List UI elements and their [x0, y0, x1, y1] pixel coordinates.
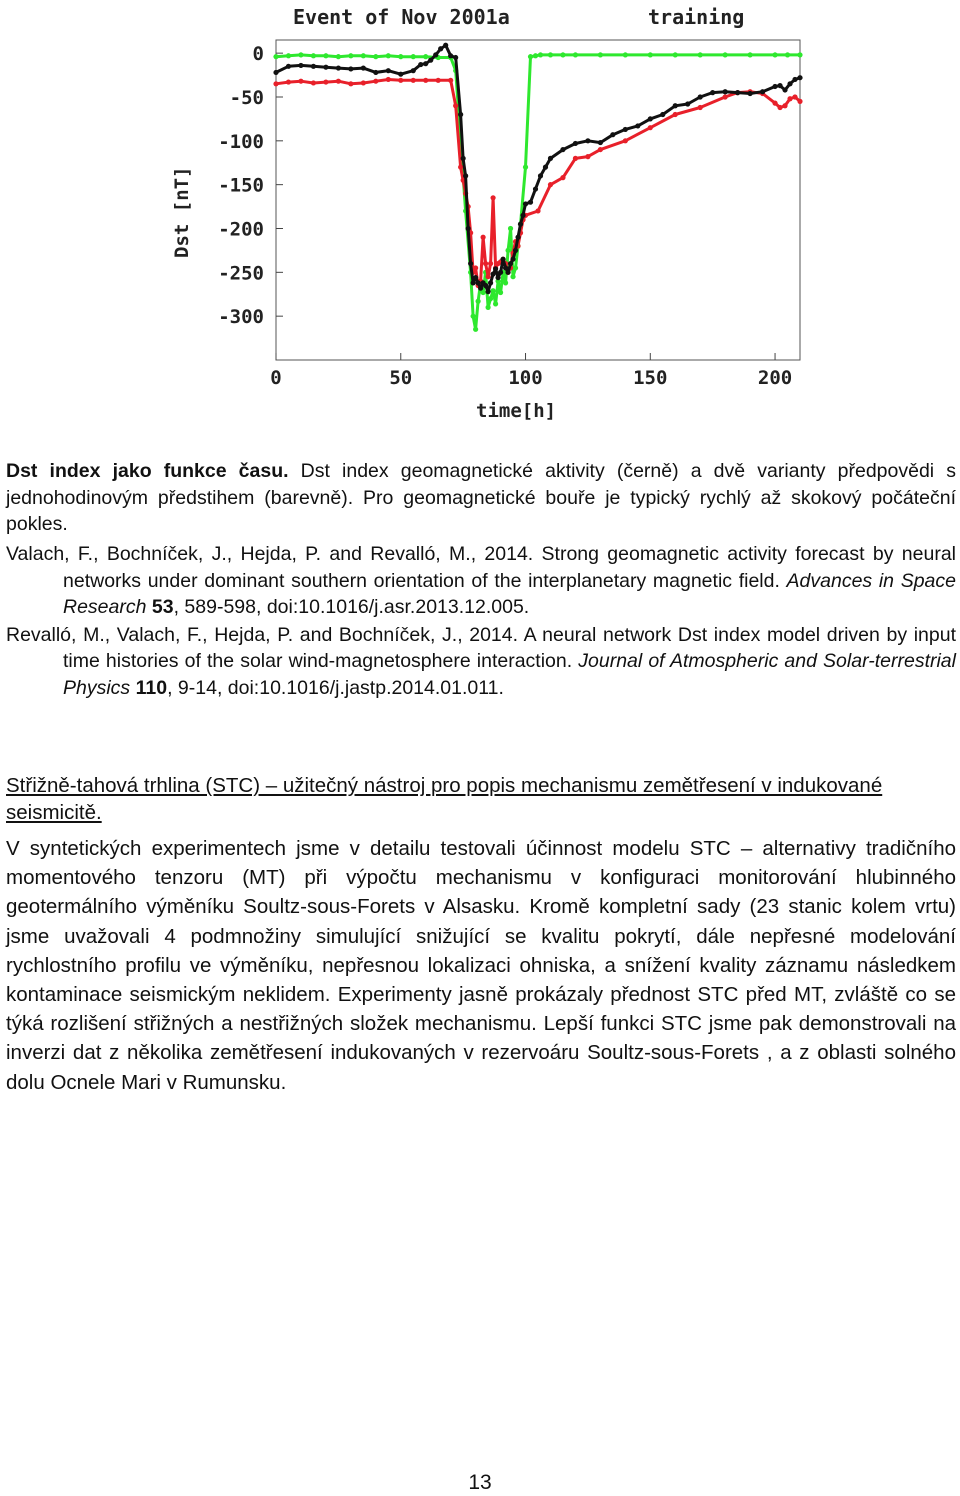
- data-point-green: [560, 52, 565, 57]
- data-point-red: [585, 154, 590, 159]
- data-point-green: [493, 301, 498, 306]
- data-point-red: [286, 79, 291, 84]
- data-point-black: [735, 90, 740, 95]
- data-point-black: [777, 83, 782, 88]
- data-point-green: [286, 53, 291, 58]
- data-point-red: [481, 235, 486, 240]
- data-point-red: [448, 78, 453, 83]
- data-point-green: [598, 52, 603, 57]
- reference-volume: 53: [151, 596, 174, 618]
- reference-journal: Advances in Space Research: [63, 569, 956, 618]
- data-point-black: [510, 257, 515, 262]
- data-point-red: [548, 182, 553, 187]
- data-point-black: [782, 87, 787, 92]
- data-point-red: [336, 79, 341, 84]
- data-point-green: [538, 52, 543, 57]
- y-tick-label: -100: [218, 130, 264, 153]
- data-point-black: [438, 46, 443, 51]
- data-point-black: [585, 138, 590, 143]
- chart-subtitle: training: [648, 5, 745, 29]
- data-point-green: [523, 165, 528, 170]
- data-point-green: [772, 52, 777, 57]
- series-line-green: [276, 55, 800, 329]
- data-point-black: [498, 270, 503, 275]
- data-point-green: [508, 226, 513, 231]
- data-point-green: [298, 52, 303, 57]
- data-point-green: [513, 265, 518, 270]
- data-point-black: [548, 156, 553, 161]
- data-point-black: [433, 52, 438, 57]
- data-point-green: [533, 53, 538, 58]
- reference-pages: , 589-598, doi:10.1016/j.asr.2013.12.005.: [173, 596, 530, 618]
- data-point-black: [520, 213, 525, 218]
- caption-bold: Dst index jako funkce času.: [6, 460, 289, 482]
- data-point-red: [792, 94, 797, 99]
- data-point-black: [423, 61, 428, 66]
- data-point-black: [635, 123, 640, 128]
- reference-pages: , 9-14, doi:10.1016/j.jastp.2014.01.011.: [167, 676, 504, 699]
- data-point-black: [311, 64, 316, 69]
- data-point-black: [463, 173, 468, 178]
- data-point-red: [573, 156, 578, 161]
- reference-item: [6, 622, 956, 702]
- y-tick-label: -150: [218, 174, 264, 197]
- data-point-green: [573, 52, 578, 57]
- data-point-red: [797, 99, 802, 104]
- data-point-black: [503, 265, 508, 270]
- data-point-black: [673, 103, 678, 108]
- data-point-black: [373, 70, 378, 75]
- data-point-black: [411, 68, 416, 73]
- data-point-green: [423, 54, 428, 59]
- data-point-black: [453, 55, 458, 60]
- section-body: V syntetických experimentech jsme v detailu testovali účinnost modelu STC – alternativy tradičního momentového tenzoru (MT) při výpočtu mechanismu v konfiguraci monitorování hlubinného geotermálního výměníku Soultz-sous-Forets v Alsasku. Kromě kompletní sady (23 stanic kolem vrtu) jsme uvažovali 4 podmnožiny simulující snižující se kvalitu pokrytí, dále nepřesné modelování rychlostního profilu ve výměníku, nepřesnou lokalizaci ohniska, a snížení kvality záznamu následkem kontaminace seismickým neklidem. Experimenty jasně prokázaly přednost STC před MT, zvláště co se týká rozlišení střižných a nestřižných složek mechanismu. Lepší funkci STC jsme pak demonstrovali na inverzi dat z několika zemětřesení indukovaných v rezervoáru Soultz-sous-Forets , a z oblasti solného dolu Ocnele Mari v Rumunsku.: [6, 837, 956, 1094]
- data-point-green: [623, 52, 628, 57]
- data-point-red: [488, 261, 493, 266]
- data-point-green: [528, 54, 533, 59]
- x-tick-label: 150: [633, 367, 668, 389]
- data-point-green: [476, 299, 481, 304]
- data-point-black: [418, 62, 423, 67]
- data-point-green: [273, 54, 278, 59]
- data-point-green: [323, 53, 328, 58]
- data-point-green: [490, 288, 495, 293]
- data-point-black: [286, 64, 291, 69]
- data-point-black: [323, 65, 328, 70]
- data-point-green: [311, 53, 316, 58]
- data-point-black: [772, 84, 777, 89]
- data-point-black: [505, 270, 510, 275]
- data-point-green: [386, 53, 391, 58]
- data-point-red: [782, 103, 787, 108]
- data-point-green: [785, 52, 790, 57]
- data-point-black: [476, 280, 481, 285]
- data-point-red: [473, 265, 478, 270]
- data-point-black: [513, 248, 518, 253]
- data-point-black: [787, 81, 792, 86]
- data-point-red: [698, 105, 703, 110]
- data-point-red: [411, 78, 416, 83]
- data-point-black: [443, 43, 448, 48]
- x-tick-label: 50: [389, 367, 413, 389]
- y-tick-label: 0: [252, 43, 264, 66]
- data-point-black: [518, 222, 523, 227]
- data-point-black: [573, 141, 578, 146]
- data-point-black: [760, 89, 765, 94]
- data-point-green: [548, 52, 553, 57]
- data-point-red: [787, 96, 792, 101]
- data-point-red: [273, 81, 278, 86]
- data-point-black: [448, 53, 453, 58]
- data-point-green: [485, 305, 490, 310]
- data-point-red: [311, 80, 316, 85]
- data-point-black: [698, 94, 703, 99]
- dst-chart: [150, 0, 820, 430]
- data-point-green: [488, 296, 493, 301]
- reference-volume: 110: [135, 676, 168, 699]
- data-point-black: [560, 147, 565, 152]
- data-point-black: [610, 132, 615, 137]
- data-point-green: [473, 327, 478, 332]
- data-point-black: [478, 286, 483, 291]
- data-point-black: [598, 140, 603, 145]
- data-point-red: [490, 195, 495, 200]
- caption-text: Dst index geomagnetické aktivity (černě) a dvě varianty předpovědi s jednohodinovým předstihem (barevně). Pro geomagnetické bouře je typický rychlý až skokový počáteční pokles.: [6, 460, 956, 535]
- data-point-black: [660, 112, 665, 117]
- data-point-black: [648, 116, 653, 121]
- data-point-black: [500, 257, 505, 262]
- data-point-red: [323, 79, 328, 84]
- series-layer: [273, 43, 802, 332]
- data-point-black: [623, 127, 628, 132]
- data-point-black: [473, 275, 478, 280]
- data-point-black: [336, 65, 341, 70]
- page-number: 13: [468, 1471, 492, 1494]
- data-point-black: [398, 72, 403, 77]
- data-point-green: [648, 52, 653, 57]
- data-point-black: [493, 266, 498, 271]
- data-point-green: [505, 248, 510, 253]
- data-point-red: [483, 261, 488, 266]
- data-point-green: [411, 54, 416, 59]
- data-point-black: [747, 91, 752, 96]
- section-title: Střižně-tahová trhlina (STC) – užitečný nástroj pro popis mechanismu zemětřesení v indukované seismicitě.: [6, 774, 883, 824]
- reference-authors: Valach, F., Bochníček, J., Hejda, P. and Revalló, M., 2014. Strong geomagnetic activity forecast by neural networks under dominant southern orientation of the interplanetary magnetic field.: [6, 543, 956, 592]
- data-point-black: [468, 261, 473, 266]
- data-point-red: [777, 105, 782, 110]
- data-point-red: [723, 94, 728, 99]
- data-point-green: [698, 52, 703, 57]
- data-point-black: [792, 77, 797, 82]
- data-point-green: [503, 280, 508, 285]
- y-tick-label: -250: [218, 262, 264, 285]
- x-tick-label: 200: [757, 367, 793, 389]
- figure-caption: [6, 458, 956, 538]
- data-point-black: [538, 173, 543, 178]
- data-point-red: [423, 78, 428, 83]
- data-point-red: [373, 79, 378, 84]
- data-point-black: [710, 90, 715, 95]
- data-point-green: [471, 314, 476, 319]
- data-point-black: [485, 289, 490, 294]
- data-point-black: [386, 68, 391, 73]
- data-point-black: [543, 165, 548, 170]
- data-point-green: [481, 290, 486, 295]
- data-point-black: [723, 89, 728, 94]
- data-point-green: [336, 54, 341, 59]
- reference-authors: Revalló, M., Valach, F., Hejda, P. and Bochníček, J., 2014. A neural network Dst index model driven by input time histories of the solar wind-magnetosphere interaction.: [6, 623, 956, 672]
- data-point-red: [348, 81, 353, 86]
- data-point-black: [298, 63, 303, 68]
- data-point-black: [488, 280, 493, 285]
- chart-title: Event of Nov 2001a: [293, 5, 510, 29]
- data-point-red: [648, 125, 653, 130]
- data-point-red: [673, 112, 678, 117]
- data-point-red: [398, 78, 403, 83]
- data-point-green: [673, 52, 678, 57]
- data-point-green: [797, 52, 802, 57]
- data-point-black: [428, 58, 433, 63]
- data-point-red: [386, 77, 391, 82]
- x-tick-label: 100: [508, 367, 543, 389]
- data-point-red: [453, 103, 458, 108]
- data-point-red: [535, 208, 540, 213]
- data-point-black: [461, 156, 466, 161]
- data-point-red: [458, 165, 463, 170]
- data-point-black: [528, 200, 533, 205]
- x-axis-label: time[h]: [476, 400, 557, 422]
- data-point-black: [361, 65, 366, 70]
- data-point-black: [490, 271, 495, 276]
- data-point-green: [348, 53, 353, 58]
- data-point-black: [466, 226, 471, 231]
- data-point-red: [560, 175, 565, 180]
- reference-journal: Journal of Atmospheric and Solar-terrestrial Physics: [63, 650, 956, 699]
- data-point-black: [515, 235, 520, 240]
- reference-list: [6, 541, 956, 702]
- data-point-green: [373, 54, 378, 59]
- data-point-black: [348, 66, 353, 71]
- data-point-black: [508, 261, 513, 266]
- data-point-black: [273, 70, 278, 75]
- data-point-red: [623, 138, 628, 143]
- data-point-red: [485, 274, 490, 279]
- data-point-red: [298, 79, 303, 84]
- data-point-red: [598, 147, 603, 152]
- y-tick-label: -200: [218, 218, 264, 241]
- data-point-green: [398, 54, 403, 59]
- data-point-black: [523, 201, 528, 206]
- data-point-green: [498, 290, 503, 295]
- data-point-black: [685, 101, 690, 106]
- data-point-black: [471, 280, 476, 285]
- data-point-black: [533, 186, 538, 191]
- data-point-green: [747, 52, 752, 57]
- data-point-red: [772, 101, 777, 106]
- reference-item: [6, 541, 956, 621]
- y-axis-label: Dst [nT]: [171, 166, 193, 258]
- data-point-red: [436, 78, 441, 83]
- data-point-green: [361, 53, 366, 58]
- plot-frame: [276, 40, 800, 360]
- data-point-black: [495, 275, 500, 280]
- data-point-green: [723, 52, 728, 57]
- data-point-red: [361, 80, 366, 85]
- data-point-green: [510, 274, 515, 279]
- data-point-black: [483, 283, 488, 288]
- y-tick-label: -300: [218, 306, 264, 329]
- data-point-black: [458, 112, 463, 117]
- y-tick-label: -50: [229, 86, 264, 109]
- x-tick-label: 0: [270, 367, 282, 389]
- data-point-black: [797, 75, 802, 80]
